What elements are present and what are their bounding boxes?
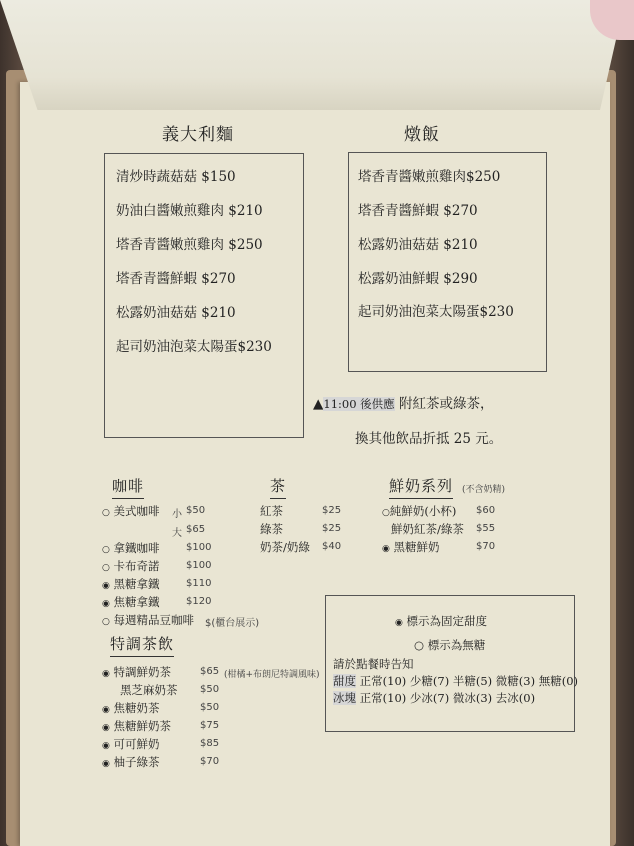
fixed-sweetness-icon: ◉ [382,544,390,554]
coffee-price: $100 [186,542,212,553]
serving-time: 11:00 後供應 [323,397,395,411]
risotto-item: 塔香青醬鮮蝦 $270 [358,203,478,219]
special-title: 特調茶飲 [110,633,174,657]
legend-ice: 冰塊 正常(10) 少冰(7) 微冰(3) 去冰(0) [333,691,536,705]
set-note-line2: 換其他飲品折抵 25 元。 [355,431,503,447]
risotto-box [348,152,547,372]
sweetness-label: 甜度 [333,674,356,688]
milk-price: $60 [476,505,496,516]
tea-item: 紅茶 [260,504,283,518]
special-item: ◉ 焦糖奶茶 [102,701,160,715]
coffee-price: $110 [186,578,212,589]
set-note-line1 [313,392,493,412]
tea-price: $25 [322,505,342,516]
risotto-item: 松露奶油菇菇 $210 [358,237,478,253]
special-item: 黑芝麻奶茶 [120,683,178,697]
milk-note: (不含奶精) [462,485,506,495]
pasta-title: 義大利麵 [162,125,234,145]
milk-price: $55 [476,523,496,534]
fixed-sweetness-icon: ◉ [102,599,110,609]
fixed-sweetness-icon: ◉ [102,741,110,751]
coffee-size: 小 [172,509,182,520]
legend-fixed: ◉ 標示為固定甜度 [395,614,488,628]
special-note: (柑橘+布朗尼特調風味) [224,670,320,680]
fixed-sweetness-icon: ◉ [102,723,110,733]
no-sugar-icon: ○ [382,508,390,518]
turned-page [0,0,625,110]
milk-price: $70 [476,541,496,552]
coffee-item: ◉ 黑糖拿鐵 [102,577,160,591]
special-price: $65 [200,666,220,677]
coffee-price: $50 [186,505,206,516]
legend-nosugar: ○ 標示為無糖 [414,638,486,652]
coffee-price: $65 [186,524,206,535]
special-price: $70 [200,756,220,767]
risotto-item: 松露奶油鮮蝦 $290 [358,271,478,287]
pasta-box [104,153,304,438]
fixed-sweetness-icon: ◉ [102,581,110,591]
tea-title: 茶 [270,475,286,499]
milk-item: ◉ 黑糖鮮奶 [382,540,440,554]
risotto-item: 起司奶油泡菜太陽蛋$230 [358,304,514,320]
coffee-item: ○ 拿鐵咖啡 [102,541,160,555]
no-sugar-icon: ○ [102,617,110,627]
coffee-price: $100 [186,560,212,571]
special-price: $75 [200,720,220,731]
no-sugar-icon: ○ [102,563,110,573]
legend-notice: 請於點餐時告知 [333,657,414,671]
pasta-item: 塔香青醬鮮蝦 $270 [116,271,236,287]
coffee-item: ◉ 焦糖拿鐵 [102,595,160,609]
pasta-item: 塔香青醬嫩煎雞肉 $250 [116,237,263,253]
coffee-item: ○ 美式咖啡 [102,504,160,518]
coffee-item: ○ 卡布奇諾 [102,559,160,573]
no-sugar-icon: ○ [102,508,110,518]
coffee-size: 大 [172,528,182,539]
pasta-item: 清炒時蔬菇菇 $150 [116,169,236,185]
tea-price: $40 [322,541,342,552]
pasta-item: 起司奶油泡菜太陽蛋$230 [116,339,272,355]
tea-item: 奶茶/奶綠 [260,540,310,554]
coffee-title: 咖啡 [112,475,144,499]
set-note-text: 附紅茶或綠茶， [398,396,494,412]
fixed-sweetness-icon: ◉ [395,618,403,628]
milk-item: 鮮奶紅茶/綠茶 [391,522,464,536]
special-price: $50 [200,684,220,695]
special-item: ◉ 焦糖鮮奶茶 [102,719,172,733]
milk-title: 鮮奶系列 [389,475,453,499]
legend-sweetness: 甜度 正常(10) 少糖(7) 半糖(5) 微糖(3) 無糖(0) [333,674,579,688]
milk-item: ○純鮮奶(小杯) [382,504,457,518]
fixed-sweetness-icon: ◉ [102,759,110,769]
coffee-price: $(櫃台展示) [205,618,260,629]
special-item: ◉ 特調鮮奶茶 [102,665,172,679]
fixed-sweetness-icon: ◉ [102,705,110,715]
special-price: $85 [200,738,220,749]
ice-label: 冰塊 [333,691,356,705]
tea-item: 綠茶 [260,522,283,536]
no-sugar-icon: ○ [102,545,110,555]
risotto-item: 塔香青醬嫩煎雞肉$250 [358,169,501,185]
tea-price: $25 [322,523,342,534]
fixed-sweetness-icon: ◉ [102,669,110,679]
special-item: ◉ 可可鮮奶 [102,737,160,751]
special-price: $50 [200,702,220,713]
pasta-item: 奶油白醬嫩煎雞肉 $210 [116,203,263,219]
coffee-item: ○ 每週精品豆咖啡 [102,613,195,627]
no-sugar-icon: ○ [414,638,425,652]
special-item: ◉ 柚子綠茶 [102,755,160,769]
triangle-icon: ▲ [313,396,324,412]
risotto-title: 燉飯 [404,125,440,145]
coffee-price: $120 [186,596,212,607]
pasta-item: 松露奶油菇菇 $210 [116,305,236,321]
